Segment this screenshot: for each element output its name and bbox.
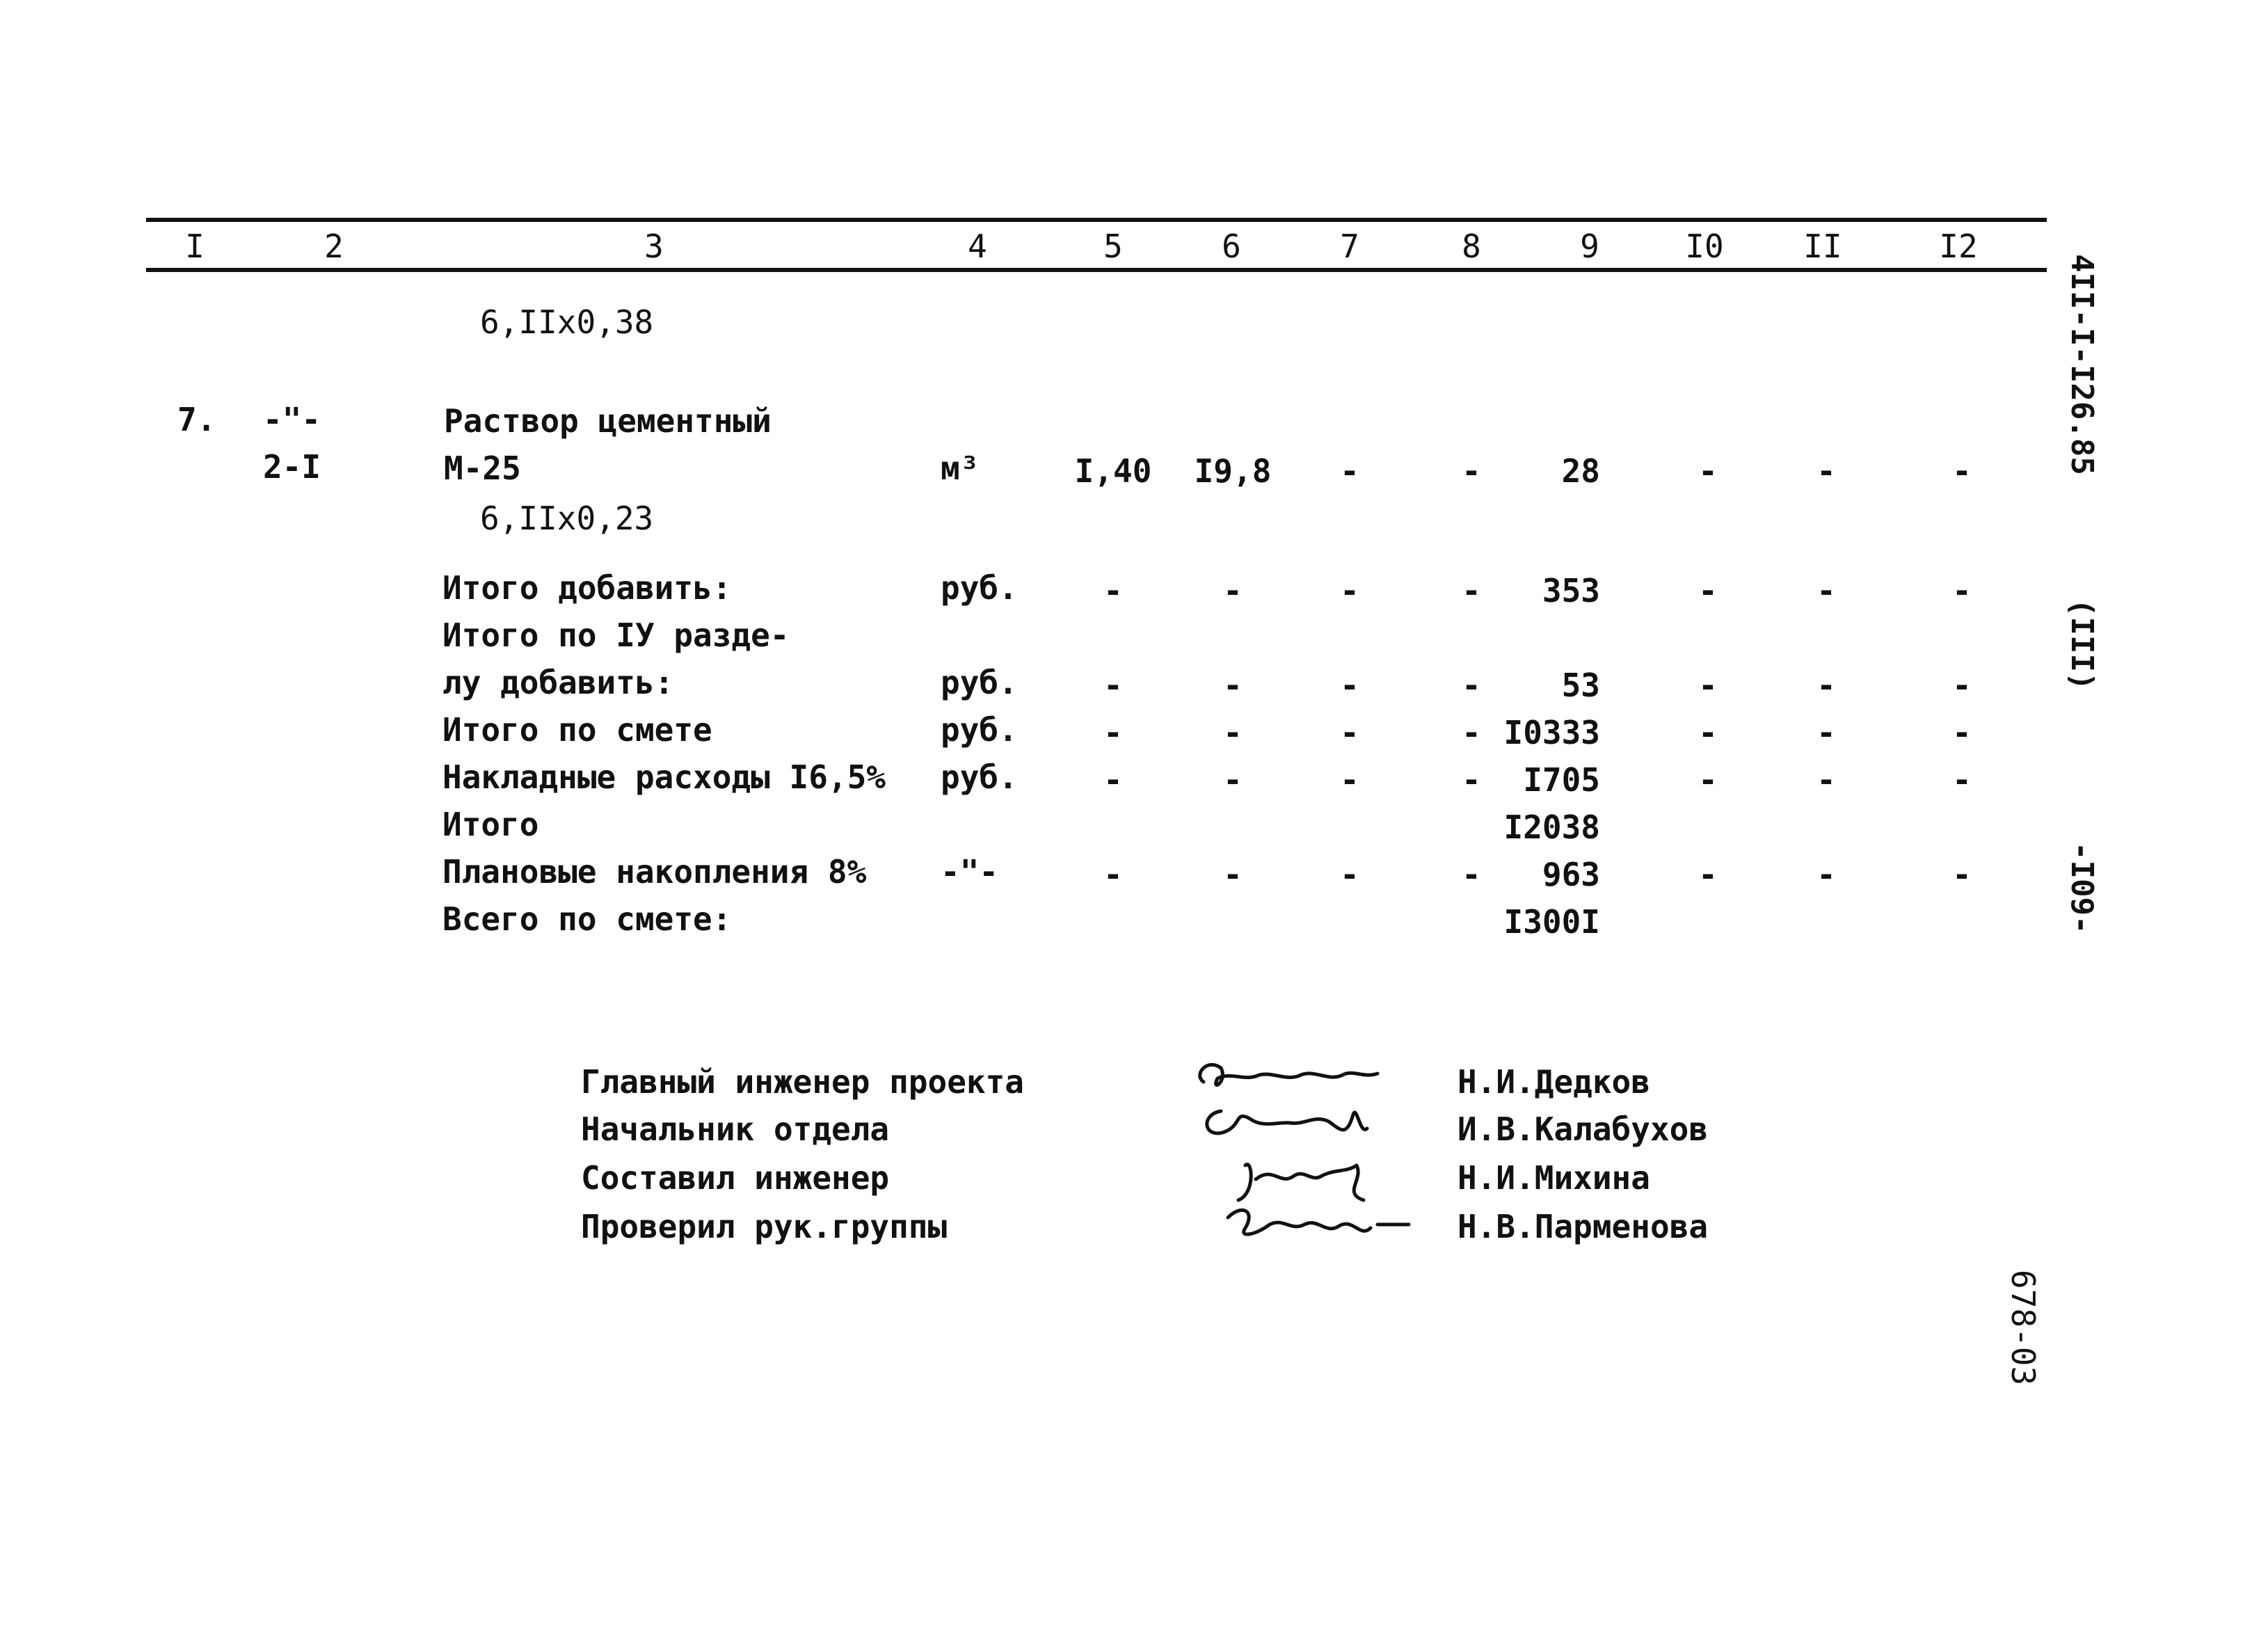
item-ref-code: 2-I <box>263 448 321 486</box>
column-header: 6 <box>1222 228 1241 265</box>
item-col5: I,40 <box>1074 452 1152 490</box>
item-unit: м³ <box>941 449 980 487</box>
column-header: I <box>185 228 205 265</box>
signatory-role: Начальник отдела <box>581 1110 890 1148</box>
column-header: 4 <box>968 228 987 265</box>
header-bottom-rule <box>146 268 2047 272</box>
totals-col6: - <box>1223 572 1243 609</box>
document-code: 4II-I-I26.85 <box>2064 254 2100 475</box>
totals-label: Всего по смете: <box>442 900 732 938</box>
totals-col10: - <box>1698 572 1718 609</box>
page-number: -I09- <box>2064 842 2100 934</box>
column-header: II <box>1803 228 1842 265</box>
totals-unit: -"- <box>941 853 999 891</box>
totals-col12: - <box>1952 856 1972 893</box>
totals-label: Итого по смете <box>442 711 712 749</box>
totals-col11: - <box>1816 714 1836 751</box>
totals-col12: - <box>1952 761 1972 799</box>
item-ref-ditto: -"- <box>263 401 321 438</box>
totals-col6: - <box>1223 714 1243 751</box>
column-header: 2 <box>324 228 344 265</box>
totals-col12: - <box>1952 572 1972 609</box>
signatory-name: И.В.Калабухов <box>1458 1110 1709 1148</box>
column-header: 7 <box>1340 228 1359 265</box>
column-header: 5 <box>1103 228 1123 265</box>
signatory-role: Проверил рук.группы <box>581 1208 948 1245</box>
totals-col11: - <box>1816 761 1836 799</box>
totals-col5: - <box>1103 572 1123 609</box>
signature-image <box>1193 1101 1381 1149</box>
totals-col10: - <box>1698 667 1718 704</box>
totals-col11: - <box>1816 667 1836 704</box>
totals-col9: 963 <box>1542 856 1600 893</box>
totals-col8: - <box>1462 856 1481 893</box>
signature-image <box>1190 1054 1384 1103</box>
item-grade: М-25 <box>444 449 521 487</box>
totals-col8: - <box>1462 761 1481 799</box>
totals-col7: - <box>1340 761 1359 799</box>
totals-col9: I300I <box>1503 903 1600 941</box>
item-col9: 28 <box>1561 452 1600 490</box>
totals-col11: - <box>1816 856 1836 893</box>
item-col12: - <box>1952 452 1972 490</box>
totals-col5: - <box>1103 856 1123 893</box>
totals-col6: - <box>1223 856 1243 893</box>
column-header: 8 <box>1462 228 1481 265</box>
totals-col9: 53 <box>1561 667 1600 704</box>
totals-col7: - <box>1340 714 1359 751</box>
item-formula: 6,IIx0,23 <box>480 500 654 537</box>
continuation-formula: 6,IIx0,38 <box>480 303 654 341</box>
totals-col10: - <box>1698 761 1718 799</box>
item-col6: I9,8 <box>1194 452 1272 490</box>
header-top-rule <box>146 218 2047 222</box>
totals-label: Итого добавить: <box>442 569 732 607</box>
totals-col9: 353 <box>1542 572 1600 609</box>
totals-col5: - <box>1103 667 1123 704</box>
signatory-role: Главный инженер проекта <box>581 1063 1024 1101</box>
column-header: 3 <box>644 228 664 265</box>
column-header: I0 <box>1685 228 1724 265</box>
totals-col7: - <box>1340 572 1359 609</box>
totals-unit: руб. <box>941 569 1018 607</box>
signatory-name: Н.И.Дедков <box>1458 1063 1650 1101</box>
totals-col9: I2038 <box>1503 808 1600 846</box>
totals-col8: - <box>1462 714 1481 751</box>
signatory-name: Н.И.Михина <box>1458 1159 1650 1197</box>
item-col7: - <box>1340 452 1359 490</box>
item-name: Раствор цементный <box>444 402 772 440</box>
totals-unit: руб. <box>941 711 1018 749</box>
column-header: I2 <box>1939 228 1978 265</box>
totals-col6: - <box>1223 667 1243 704</box>
totals-col12: - <box>1952 667 1972 704</box>
totals-label: Итого по IУ разде- <box>442 616 790 654</box>
column-header: 9 <box>1580 228 1599 265</box>
totals-col9: I0333 <box>1503 714 1600 751</box>
item-col10: - <box>1698 452 1718 490</box>
item-col11: - <box>1816 452 1836 490</box>
totals-col12: - <box>1952 714 1972 751</box>
item-col8: - <box>1462 452 1481 490</box>
totals-unit: руб. <box>941 758 1018 796</box>
signature-image <box>1214 1197 1416 1252</box>
document-part: (III) <box>2064 598 2100 691</box>
sheet-number: 678-03 <box>2004 1270 2042 1386</box>
totals-col7: - <box>1340 856 1359 893</box>
item-number: 7. <box>177 401 216 438</box>
totals-label: лу добавить: <box>442 664 674 701</box>
totals-col11: - <box>1816 572 1836 609</box>
totals-col8: - <box>1462 667 1481 704</box>
signatory-name: Н.В.Парменова <box>1458 1208 1709 1245</box>
totals-col5: - <box>1103 761 1123 799</box>
totals-col5: - <box>1103 714 1123 751</box>
totals-col9: I705 <box>1523 761 1600 799</box>
totals-col6: - <box>1223 761 1243 799</box>
totals-col7: - <box>1340 667 1359 704</box>
totals-label: Накладные расходы I6,5% <box>442 758 886 796</box>
totals-label: Плановые накопления 8% <box>442 853 867 891</box>
totals-col8: - <box>1462 572 1481 609</box>
totals-unit: руб. <box>941 664 1018 701</box>
signatory-role: Составил инженер <box>581 1159 890 1197</box>
totals-col10: - <box>1698 856 1718 893</box>
totals-col10: - <box>1698 714 1718 751</box>
totals-label: Итого <box>442 806 539 843</box>
